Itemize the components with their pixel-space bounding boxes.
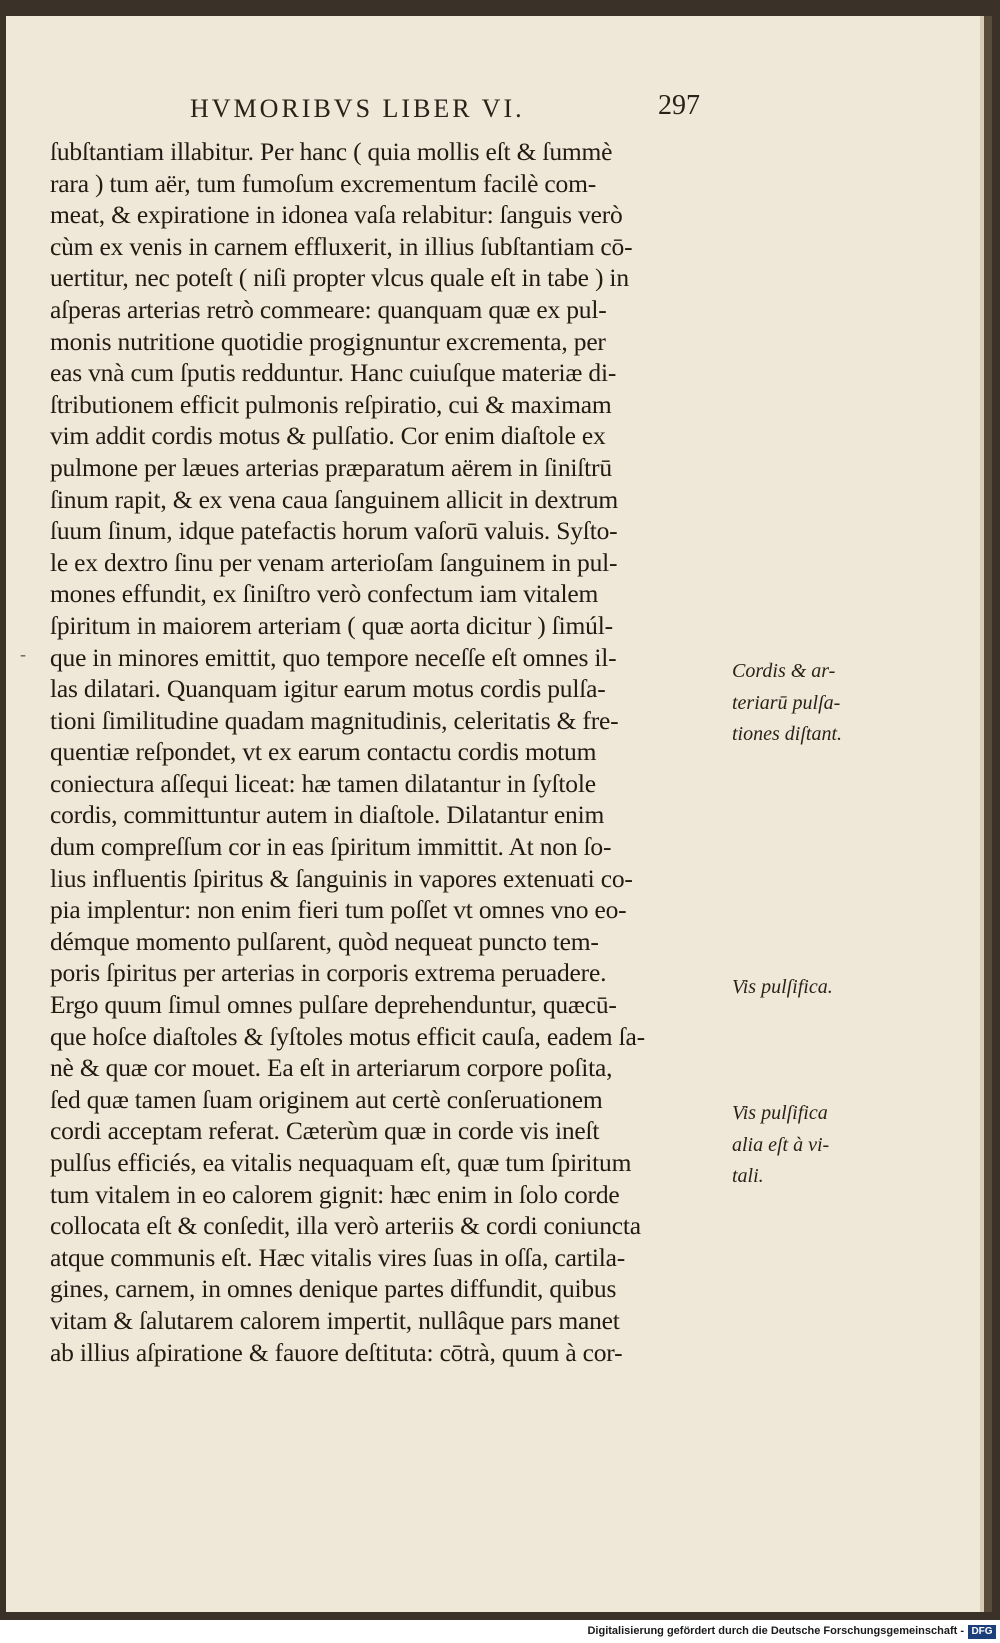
text-line: que in minores emittit, quo tempore neceſſe eſt omnes il- [50,642,617,672]
digitization-footer [0,1622,1000,1643]
text-line: ſinum rapit, & ex vena caua ſanguinem allicit in dextrum [50,484,619,514]
text-line: atque communis eſt. Hæc vitalis vires ſuas in oſſa, cartila- [50,1242,626,1272]
text-line: pulſus efficiés, ea vitalis nequaquam eſt, quæ tum ſpiritum [50,1148,632,1177]
marginal-note-line: Vis pulſifica. [732,976,833,998]
text-line: ſtributionem efficit pulmonis reſpiratio, cui & maximam [50,389,612,419]
marginal-note-line: alia eſt à vi- [732,1133,830,1156]
stray-ink-mark: - [20,644,26,664]
text-line: uertitur, nec poteſt ( niſi propter vlcus quale eſt in tabe ) in [50,263,629,293]
text-line: meat, & expiratione in idonea vaſa relabitur: ſanguis verò [50,200,623,230]
text-line: collocata eſt & conſedit, illa verò arteriis & cordi coniuncta [50,1211,641,1241]
text-line: Ergo quum ſimul omnes pulſare deprehenduntur, quæcū- [50,990,617,1020]
text-line: démque momento pulſarent, quòd nequeat puncto tem- [50,926,599,956]
page-number: 297 [658,90,700,121]
text-line: lius influentis ſpiritus & ſanguinis in vapores extenuati co- [50,863,633,893]
book-page [6,16,986,1612]
text-line: ab illius aſpiratione & fauore deſtituta: cōtrà, quum à cor- [50,1337,623,1367]
text-line: rara ) tum aër, tum fumoſum excrementum facilè com- [50,168,597,198]
marginal-note-line: teriarū pulſa- [732,691,841,714]
text-line: ſpiritum in maiorem arteriam ( quæ aorta dicitur ) ſimúl- [50,610,613,640]
marginal-note-line: Cordis & ar- [732,660,836,682]
text-line: pulmone per læues arterias præparatum aërem in ſiniſtrū [50,452,612,482]
text-line: las dilatari. Quanquam igitur earum motus cordis pulſa- [50,674,606,704]
text-line: vitam & ſalutarem calorem impertit, nullâque pars manet [50,1305,620,1335]
text-line: cùm ex venis in carnem effluxerit, in illius ſubſtantiam cō- [50,231,633,261]
text-line: que hoſce diaſtoles & ſyſtoles motus efficit cauſa, eadem ſa- [50,1021,645,1051]
text-line: ſed quæ tamen ſuam originem aut certè conſeruationem [50,1084,603,1114]
text-line: monis nutritione quotidie progignuntur excrementa, per [50,326,606,356]
marginal-note-cordis [732,656,842,751]
dfg-logo: DFG [968,1625,996,1639]
text-line: le ex dextro ſinu per venam arterioſam ſanguinem in pul- [50,547,618,577]
text-line: quentiæ reſpondet, vt ex earum contactu cordis motum [50,737,597,767]
text-line: pia implentur: non enim fieri tum poſſet vt omnes vno eo- [50,895,627,925]
text-line: vim addit cordis motus & pulſatio. Cor enim diaſtole ex [50,421,606,451]
text-line: tum vitalem in eo calorem gignit: hæc enim in ſolo corde [50,1179,620,1209]
text-line: ſuum ſinum, idque patefactis horum vaſorū valuis. Syſto- [50,516,618,546]
footer-credit: Digitalisierung gefördert durch die Deutsche Forschungsgemeinschaft - [587,1625,964,1637]
text-line: cordi acceptam referat. Cæterùm quæ in corde vis ineſt [50,1116,600,1146]
text-line: ſubſtantiam illabitur. Per hanc ( quia mollis eſt & ſummè [50,137,613,166]
running-head [6,90,986,130]
text-line: cordis, committuntur autem in diaſtole. Dilatantur enim [50,800,605,830]
marginal-note-line: Vis pulſifica [732,1102,828,1124]
text-line: nè & quæ cor mouet. Ea eſt in arteriarum corpore poſita, [50,1053,613,1083]
text-line: aſperas arterias retrò commeare: quanquam quæ ex pul- [50,294,607,324]
text-line: coniectura aſſequi liceat: hæ tamen dilatantur in ſyſtole [50,768,596,798]
marginal-note-vis-pulsifica [732,972,833,1004]
text-line: dum compreſſum cor in eas ſpiritum immittit. At non ſo- [50,832,612,862]
text-line: mones effundit, ex ſiniſtro verò confectum iam vitalem [50,579,599,609]
text-line: tioni ſimilitudine quadam magnitudinis, celeritatis & fre- [50,705,619,735]
running-head-title: HVMORIBVS LIBER VI. [190,94,525,123]
text-line: poris ſpiritus per arterias in corporis extrema peruadere. [50,958,607,988]
marginal-note-vis-pulsifica-alia [732,1098,829,1193]
text-line: eas vnà cum ſputis redduntur. Hanc cuiuſque materiæ di- [50,358,617,388]
text-line: gines, carnem, in omnes denique partes diffundit, quibus [50,1274,617,1304]
marginal-note-line: tiones diſtant. [732,723,842,746]
marginal-note-line: tali. [732,1165,764,1188]
main-text-block [50,136,730,1368]
